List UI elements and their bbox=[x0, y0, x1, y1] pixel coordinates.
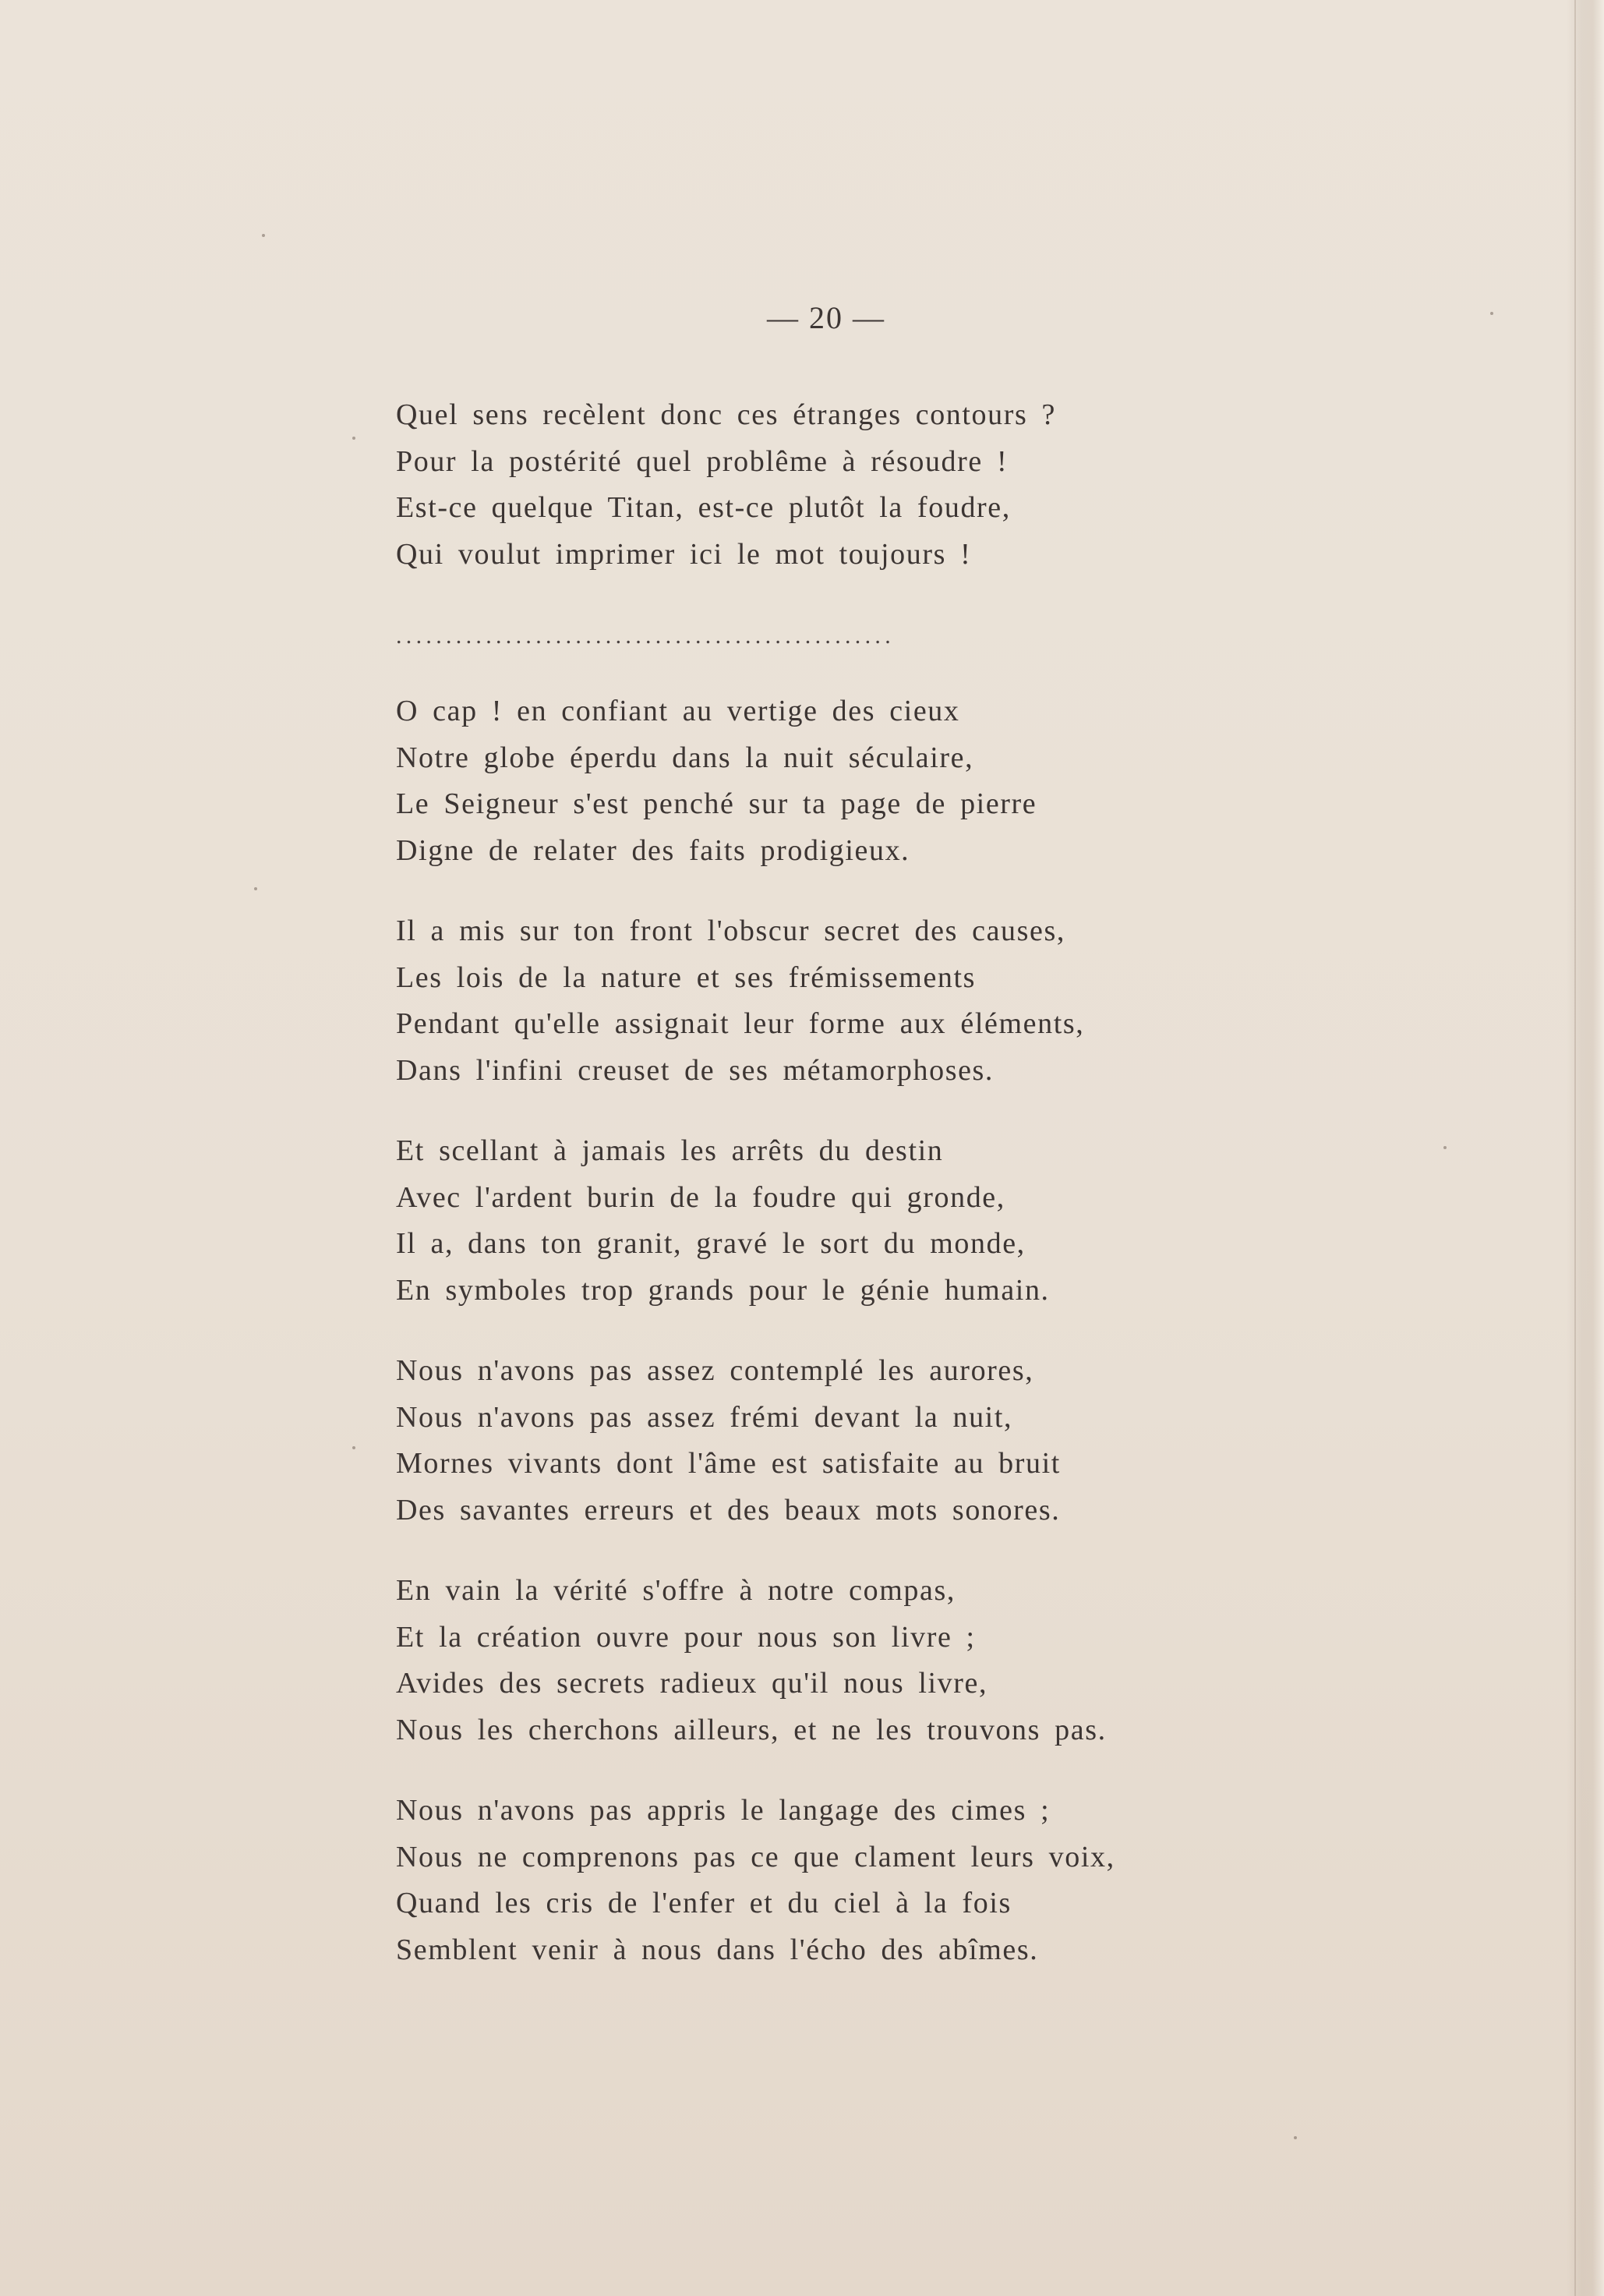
stanza-7 bbox=[396, 1788, 1175, 1973]
paper-speck bbox=[262, 234, 265, 237]
verse-line: En symboles trop grands pour le génie humain. bbox=[396, 1273, 1050, 1307]
page-number: — 20 — bbox=[767, 300, 885, 335]
paper-speck bbox=[352, 437, 355, 440]
stanza-6 bbox=[396, 1568, 1175, 1753]
verse-line: Pour la postérité quel problême à résoudre ! bbox=[396, 444, 1009, 478]
verse-line: Digne de relater des faits prodigieux. bbox=[396, 833, 910, 867]
verse-line: Et la création ouvre pour nous son livre ; bbox=[396, 1620, 976, 1654]
verse-line: Des savantes erreurs et des beaux mots sonores. bbox=[396, 1493, 1061, 1527]
verse-line: Mornes vivants dont l'âme est satisfaite au bruit bbox=[396, 1447, 1061, 1480]
stanza-2 bbox=[396, 688, 1175, 874]
verse-line: Semblent venir à nous dans l'écho des abîmes. bbox=[396, 1933, 1039, 1966]
verse-line: Quand les cris de l'enfer et du ciel à la fois bbox=[396, 1887, 1012, 1919]
verse-line: Pendant qu'elle assignait leur forme aux éléments, bbox=[396, 1007, 1085, 1040]
verse-line: Les lois de la nature et ses frémissements bbox=[396, 960, 977, 994]
verse-line: Nous n'avons pas assez frémi devant la nuit, bbox=[396, 1400, 1013, 1434]
verse-line: Quel sens recèlent donc ces étranges contours ? bbox=[396, 398, 1056, 431]
verse-line: Dans l'infini creuset de ses métamorphoses. bbox=[396, 1053, 995, 1087]
verse-line: Qui voulut imprimer ici le mot toujours ! bbox=[396, 537, 972, 571]
poem bbox=[396, 392, 1175, 2008]
verse-line: Nous n'avons pas assez contemplé les aurores, bbox=[396, 1354, 1034, 1387]
dotted-separator: .................................................. bbox=[396, 623, 895, 649]
verse-line: Nous n'avons pas appris le langage des cimes ; bbox=[396, 1794, 1051, 1827]
stanza-3 bbox=[396, 908, 1175, 1094]
verse-line: Est-ce quelque Titan, est-ce plutôt la foudre, bbox=[396, 491, 1011, 524]
paper-speck bbox=[254, 887, 257, 890]
paper-speck bbox=[1294, 2136, 1297, 2139]
verse-line: O cap ! en confiant au vertige des cieux bbox=[396, 695, 960, 727]
verse-line: Nous les cherchons ailleurs, et ne les trouvons pas. bbox=[396, 1713, 1107, 1746]
page-edge-shadow bbox=[1567, 0, 1604, 2296]
verse-line: Notre globe éperdu dans la nuit séculaire, bbox=[396, 741, 974, 774]
stanza-4 bbox=[396, 1128, 1175, 1314]
verse-line: Nous ne comprenons pas ce que clament leurs voix, bbox=[396, 1840, 1115, 1873]
stanza-5 bbox=[396, 1348, 1175, 1534]
verse-line: Avec l'ardent burin de la foudre qui gronde, bbox=[396, 1180, 1005, 1214]
paper-speck bbox=[1443, 1146, 1447, 1149]
verse-line: Le Seigneur s'est penché sur ta page de pierre bbox=[396, 787, 1037, 820]
verse-line: Avides des secrets radieux qu'il nous livre, bbox=[396, 1667, 988, 1700]
verse-line: En vain la vérité s'offre à notre compas, bbox=[396, 1574, 956, 1607]
paper-speck bbox=[352, 1446, 355, 1449]
verse-line: Et scellant à jamais les arrêts du destin bbox=[396, 1134, 944, 1167]
stanza-1 bbox=[396, 392, 1175, 578]
verse-line: Il a mis sur ton front l'obscur secret des causes, bbox=[396, 915, 1065, 947]
page-edge-line bbox=[1574, 0, 1576, 2296]
verse-line: Il a, dans ton granit, gravé le sort du monde, bbox=[396, 1227, 1026, 1260]
